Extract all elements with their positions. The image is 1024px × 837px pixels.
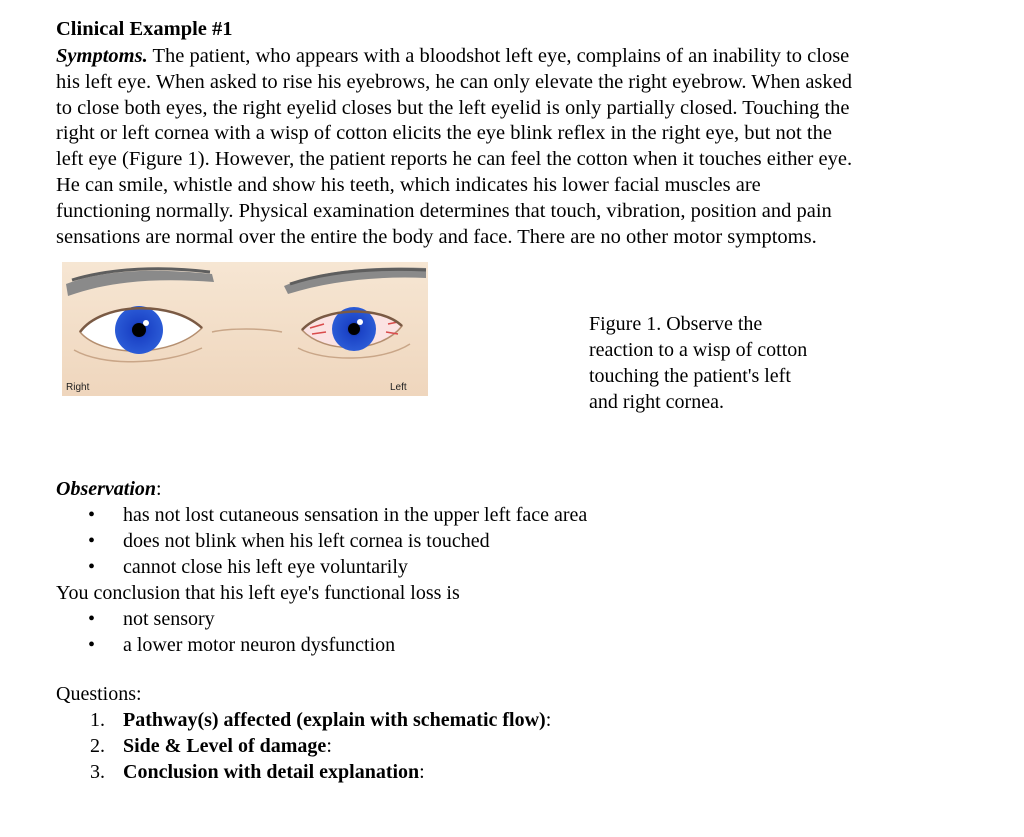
symptoms-line: functioning normally. Physical examination determines that touch, vibration, position and pain [56, 199, 832, 222]
conclusion-list [56, 606, 587, 658]
question-item: 2. Side & Level of damage: [90, 735, 332, 757]
observation-section: Observation: • has not lost cutaneous sensation in the upper left face area • does not blink when his left cornea is touched • cannot close his left eye voluntarily You conclusion that his left eye's functional loss is • not sensory • a lower motor neuron dysfunction [56, 476, 587, 658]
symptoms-line: He can smile, whistle and show his teeth, which indicates his lower facial muscles are [56, 173, 761, 196]
symptoms-line: his left eye. When asked to rise his eyebrows, he can only elevate the right eyebrow. When asked [56, 70, 853, 93]
symptoms-paragraph [56, 44, 956, 250]
list-item: • does not blink when his left cornea is touched [56, 528, 587, 554]
eyes-figure [62, 262, 428, 396]
conclusion-text: You conclusion that his left eye's functional loss is [56, 582, 460, 604]
symptoms-line: left eye (Figure 1). However, the patient reports he can feel the cotton when it touches either eye. [56, 148, 853, 171]
questions-label: Questions: [56, 683, 142, 705]
question-item: 1. Pathway(s) affected (explain with schematic flow): [90, 709, 552, 731]
symptoms-line: Symptoms. The patient, who appears with a bloodshot left eye, complains of an inability to close [56, 45, 850, 67]
list-item: • not sensory [56, 606, 587, 632]
page-title: Clinical Example #1 [56, 18, 233, 40]
symptoms-line: right or left cornea with a wisp of cotton elicits the eye blink reflex in the right eye, but not the [56, 122, 832, 145]
observation-label: Observation [56, 478, 156, 500]
list-item: • a lower motor neuron dysfunction [56, 632, 587, 658]
symptoms-line: sensations are normal over the entire the body and face. There are no other motor symptoms. [56, 225, 817, 248]
eyes-illustration [62, 262, 428, 396]
symptoms-label: Symptoms. [56, 45, 148, 67]
observation-list [56, 502, 587, 580]
list-item: • has not lost cutaneous sensation in the upper left face area [56, 502, 587, 528]
label-right: Right [66, 382, 90, 393]
questions-section [56, 681, 551, 785]
symptoms-line: to close both eyes, the right eyelid closes but the left eyelid is only partially closed. Touching the [56, 96, 850, 119]
figure-caption: Figure 1. Observe the reaction to a wisp of cotton touching the patient's left and right cornea. [589, 313, 808, 413]
questions-list [56, 707, 551, 785]
label-left: Left [390, 382, 407, 393]
question-item: 3. Conclusion with detail explanation: [90, 761, 425, 783]
list-item: • cannot close his left eye voluntarily [56, 554, 587, 580]
